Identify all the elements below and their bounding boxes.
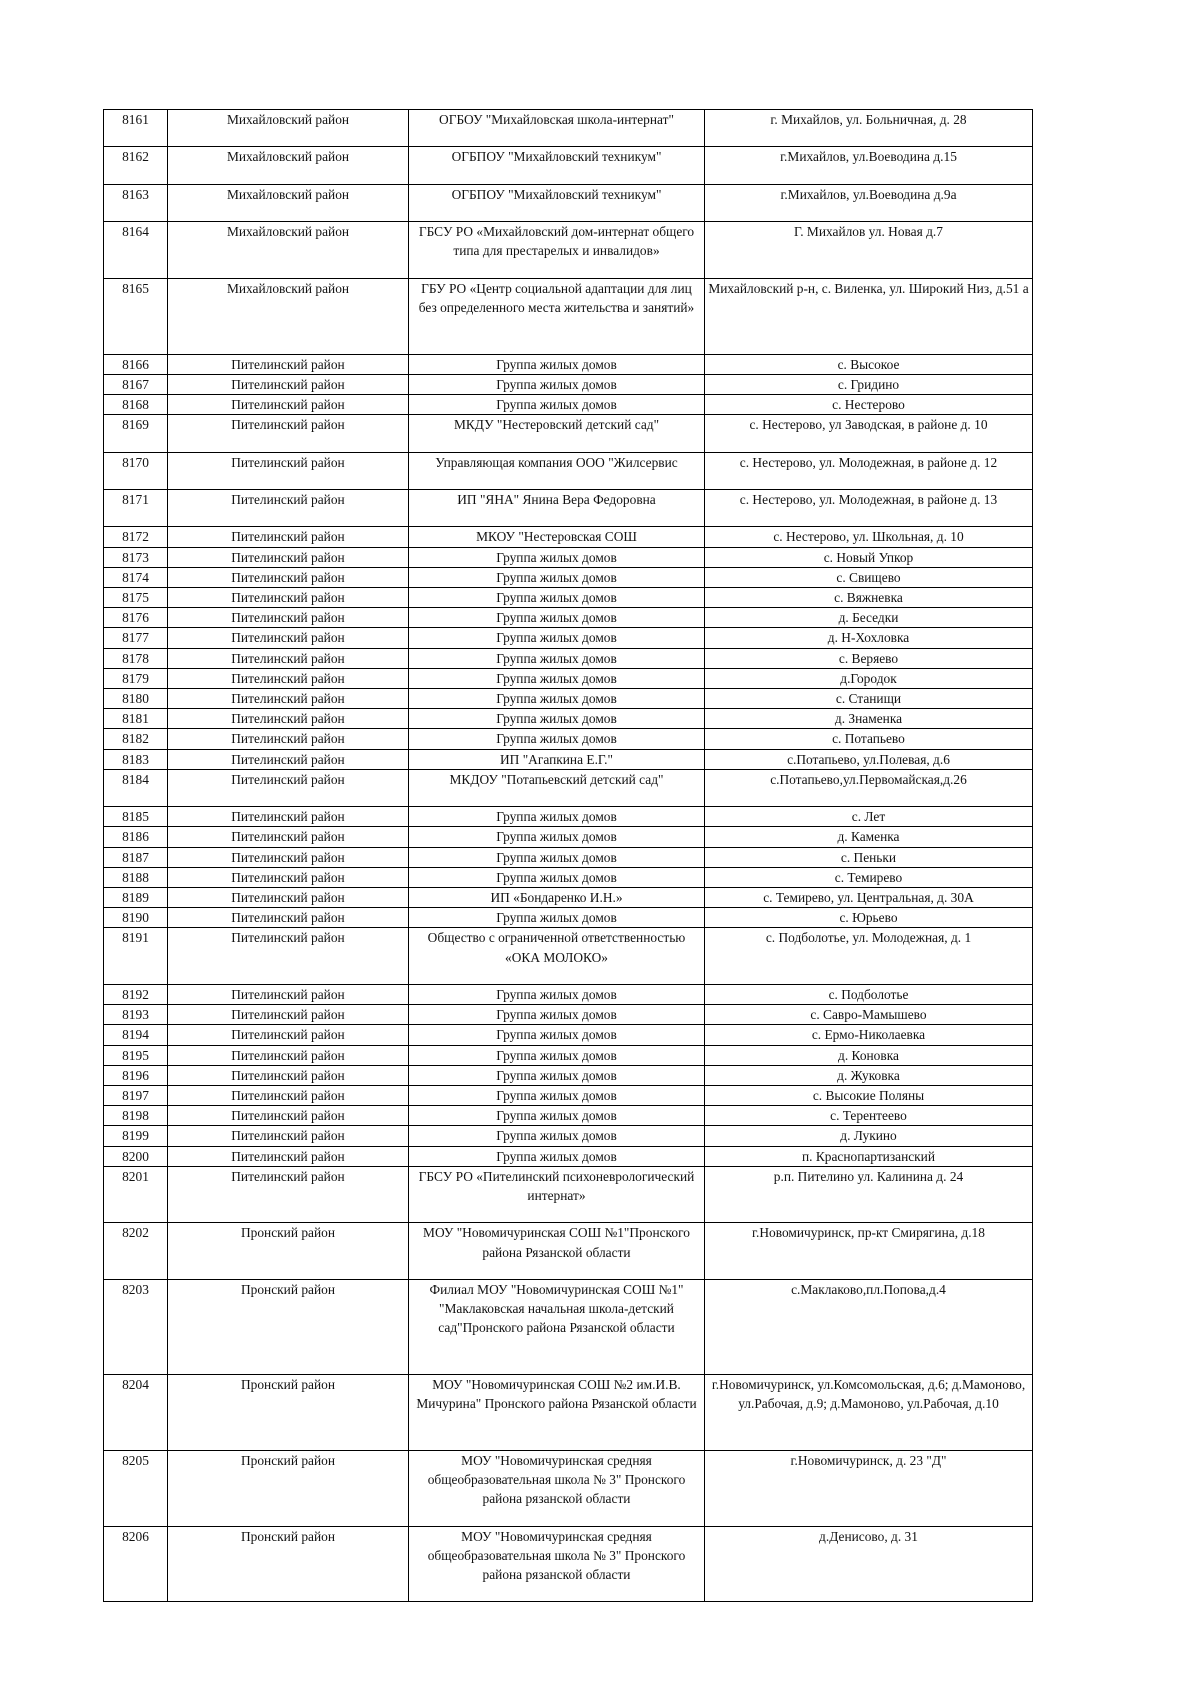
organization-cell: Группа жилых домов xyxy=(409,984,705,1004)
row-number-cell: 8195 xyxy=(104,1045,168,1065)
address-cell: с. Лет xyxy=(705,807,1033,827)
address-cell: д.Денисово, д. 31 xyxy=(705,1526,1033,1602)
row-number-cell: 8163 xyxy=(104,184,168,221)
row-number-cell: 8161 xyxy=(104,110,168,147)
organization-cell: Группа жилых домов xyxy=(409,1025,705,1045)
organization-cell: ОГБПОУ "Михайловский техникум" xyxy=(409,184,705,221)
organization-cell: Группа жилых домов xyxy=(409,1126,705,1146)
district-cell: Пителинский район xyxy=(168,847,409,867)
table-row xyxy=(104,374,1033,394)
address-cell: д. Коновка xyxy=(705,1045,1033,1065)
table-row xyxy=(104,668,1033,688)
table-row xyxy=(104,567,1033,587)
address-cell: с.Потапьево, ул.Полевая, д.6 xyxy=(705,749,1033,769)
row-number-cell: 8193 xyxy=(104,1005,168,1025)
row-number-cell: 8188 xyxy=(104,867,168,887)
row-number-cell: 8173 xyxy=(104,547,168,567)
organization-cell: Группа жилых домов xyxy=(409,1106,705,1126)
address-cell: с. Нестерово, ул. Молодежная, в районе д. 13 xyxy=(705,489,1033,526)
row-number-cell: 8205 xyxy=(104,1450,168,1526)
table-row xyxy=(104,628,1033,648)
row-number-cell: 8165 xyxy=(104,278,168,354)
table-row xyxy=(104,1086,1033,1106)
row-number-cell: 8169 xyxy=(104,415,168,452)
address-cell: г.Михайлов, ул.Воеводина д.9а xyxy=(705,184,1033,221)
district-cell: Михайловский район xyxy=(168,278,409,354)
district-cell: Пителинский район xyxy=(168,1146,409,1166)
address-cell: г.Михайлов, ул.Воеводина д.15 xyxy=(705,147,1033,184)
row-number-cell: 8191 xyxy=(104,928,168,985)
address-cell: с. Нестерово, ул. Школьная, д. 10 xyxy=(705,527,1033,547)
table-row xyxy=(104,1526,1033,1602)
address-cell: с.Маклаково,пл.Попова,д.4 xyxy=(705,1280,1033,1375)
table-row xyxy=(104,709,1033,729)
district-cell: Михайловский район xyxy=(168,110,409,147)
district-cell: Пителинский район xyxy=(168,608,409,628)
table-row xyxy=(104,608,1033,628)
row-number-cell: 8167 xyxy=(104,374,168,394)
district-cell: Пителинский район xyxy=(168,587,409,607)
district-cell: Пителинский район xyxy=(168,984,409,1004)
address-cell: с. Юрьево xyxy=(705,908,1033,928)
district-cell: Пителинский район xyxy=(168,729,409,749)
district-cell: Пителинский район xyxy=(168,1106,409,1126)
address-cell: г.Новомичуринск, ул.Комсомольская, д.6; д.Мамоново, ул.Рабочая, д.9; д.Мамоново, ул.Рабочая, д.10 xyxy=(705,1375,1033,1451)
address-cell: с. Нестерово, ул. Молодежная, в районе д. 12 xyxy=(705,452,1033,489)
address-cell: р.п. Пителино ул. Калинина д. 24 xyxy=(705,1166,1033,1223)
row-number-cell: 8190 xyxy=(104,908,168,928)
district-cell: Пителинский район xyxy=(168,374,409,394)
table-body xyxy=(104,110,1033,1602)
organization-cell: Группа жилых домов xyxy=(409,1065,705,1085)
table-row xyxy=(104,827,1033,847)
table-row xyxy=(104,1045,1033,1065)
table-row xyxy=(104,749,1033,769)
district-cell: Пителинский район xyxy=(168,394,409,414)
table-row xyxy=(104,147,1033,184)
district-cell: Пителинский район xyxy=(168,668,409,688)
district-cell: Пронский район xyxy=(168,1450,409,1526)
organization-cell: Группа жилых домов xyxy=(409,587,705,607)
table-row xyxy=(104,110,1033,147)
row-number-cell: 8204 xyxy=(104,1375,168,1451)
district-cell: Пителинский район xyxy=(168,1065,409,1085)
table-row xyxy=(104,489,1033,526)
organization-cell: Группа жилых домов xyxy=(409,354,705,374)
row-number-cell: 8196 xyxy=(104,1065,168,1085)
address-cell: г.Новомичуринск, пр-кт Смирягина, д.18 xyxy=(705,1223,1033,1280)
district-cell: Пителинский район xyxy=(168,547,409,567)
district-cell: Пителинский район xyxy=(168,1166,409,1223)
row-number-cell: 8177 xyxy=(104,628,168,648)
address-cell: Г. Михайлов ул. Новая д.7 xyxy=(705,222,1033,279)
address-cell: с. Гридино xyxy=(705,374,1033,394)
table-row xyxy=(104,1126,1033,1146)
address-cell: с. Подболотье, ул. Молодежная, д. 1 xyxy=(705,928,1033,985)
district-cell: Пителинский район xyxy=(168,709,409,729)
address-cell: д. Н-Хохловка xyxy=(705,628,1033,648)
table-row xyxy=(104,1450,1033,1526)
organization-cell: МОУ "Новомичуринская средняя общеобразовательная школа № 3" Пронского района рязанской области xyxy=(409,1526,705,1602)
address-cell: с. Темирево, ул. Центральная, д. 30А xyxy=(705,887,1033,907)
row-number-cell: 8206 xyxy=(104,1526,168,1602)
address-cell: п. Краснопартизанский xyxy=(705,1146,1033,1166)
table-row xyxy=(104,1005,1033,1025)
table-row xyxy=(104,729,1033,749)
organization-cell: МКДУ "Нестеровский детский сад" xyxy=(409,415,705,452)
row-number-cell: 8185 xyxy=(104,807,168,827)
organization-cell: Группа жилых домов xyxy=(409,1146,705,1166)
district-cell: Михайловский район xyxy=(168,184,409,221)
district-cell: Пителинский район xyxy=(168,452,409,489)
row-number-cell: 8166 xyxy=(104,354,168,374)
organization-cell: Группа жилых домов xyxy=(409,867,705,887)
district-cell: Пителинский район xyxy=(168,354,409,374)
address-cell: г. Михайлов, ул. Больничная, д. 28 xyxy=(705,110,1033,147)
row-number-cell: 8198 xyxy=(104,1106,168,1126)
row-number-cell: 8203 xyxy=(104,1280,168,1375)
address-cell: с. Вяжневка xyxy=(705,587,1033,607)
row-number-cell: 8168 xyxy=(104,394,168,414)
district-cell: Пителинский район xyxy=(168,415,409,452)
organization-cell: МОУ "Новомичуринская СОШ №2 им.И.В. Мичурина" Пронского района Рязанской области xyxy=(409,1375,705,1451)
organization-cell: Группа жилых домов xyxy=(409,1045,705,1065)
district-cell: Пителинский район xyxy=(168,688,409,708)
organization-cell: Группа жилых домов xyxy=(409,374,705,394)
district-cell: Пителинский район xyxy=(168,827,409,847)
district-cell: Пителинский район xyxy=(168,1126,409,1146)
row-number-cell: 8194 xyxy=(104,1025,168,1045)
organization-cell: Группа жилых домов xyxy=(409,628,705,648)
organization-cell: ИП "Агапкина Е.Г." xyxy=(409,749,705,769)
address-cell: с. Подболотье xyxy=(705,984,1033,1004)
table-row xyxy=(104,807,1033,827)
organization-cell: Группа жилых домов xyxy=(409,807,705,827)
row-number-cell: 8175 xyxy=(104,587,168,607)
address-cell: с. Темирево xyxy=(705,867,1033,887)
row-number-cell: 8192 xyxy=(104,984,168,1004)
address-cell: д. Жуковка xyxy=(705,1065,1033,1085)
organization-cell: Группа жилых домов xyxy=(409,648,705,668)
table-row xyxy=(104,928,1033,985)
organization-cell: Группа жилых домов xyxy=(409,908,705,928)
address-cell: с. Веряево xyxy=(705,648,1033,668)
organization-cell: Группа жилых домов xyxy=(409,547,705,567)
organization-cell: Группа жилых домов xyxy=(409,827,705,847)
row-number-cell: 8181 xyxy=(104,709,168,729)
address-cell: с. Станищи xyxy=(705,688,1033,708)
table-row xyxy=(104,847,1033,867)
district-cell: Пителинский район xyxy=(168,648,409,668)
row-number-cell: 8197 xyxy=(104,1086,168,1106)
address-cell: д.Городок xyxy=(705,668,1033,688)
district-cell: Пителинский район xyxy=(168,769,409,806)
organization-cell: МОУ "Новомичуринская СОШ №1"Пронского района Рязанской области xyxy=(409,1223,705,1280)
organization-cell: Группа жилых домов xyxy=(409,847,705,867)
organization-cell: Группа жилых домов xyxy=(409,1086,705,1106)
row-number-cell: 8189 xyxy=(104,887,168,907)
district-cell: Пителинский район xyxy=(168,867,409,887)
organization-cell: ИП «Бондаренко И.Н.» xyxy=(409,887,705,907)
organization-cell: ГБСУ РО «Михайловский дом-интернат общего типа для престарелых и инвалидов» xyxy=(409,222,705,279)
table-row xyxy=(104,1375,1033,1451)
address-cell: д. Знаменка xyxy=(705,709,1033,729)
district-cell: Пителинский район xyxy=(168,489,409,526)
district-cell: Пителинский район xyxy=(168,567,409,587)
table-row xyxy=(104,769,1033,806)
row-number-cell: 8183 xyxy=(104,749,168,769)
organization-cell: Группа жилых домов xyxy=(409,668,705,688)
row-number-cell: 8201 xyxy=(104,1166,168,1223)
district-cell: Пителинский район xyxy=(168,749,409,769)
organization-cell: Управляющая компания ООО "Жилсервис xyxy=(409,452,705,489)
organization-cell: ГБСУ РО «Пителинский психоневрологический интернат» xyxy=(409,1166,705,1223)
organization-cell: ОГБОУ "Михайловская школа-интернат" xyxy=(409,110,705,147)
district-cell: Пронский район xyxy=(168,1280,409,1375)
address-cell: с. Нестерово, ул Заводская, в районе д. 10 xyxy=(705,415,1033,452)
address-cell: с. Терентеево xyxy=(705,1106,1033,1126)
table-row xyxy=(104,184,1033,221)
table-row xyxy=(104,1280,1033,1375)
organization-cell: Группа жилых домов xyxy=(409,688,705,708)
organization-cell: Группа жилых домов xyxy=(409,608,705,628)
district-cell: Пителинский район xyxy=(168,807,409,827)
address-cell: д. Беседки xyxy=(705,608,1033,628)
row-number-cell: 8186 xyxy=(104,827,168,847)
row-number-cell: 8184 xyxy=(104,769,168,806)
organization-cell: МОУ "Новомичуринская средняя общеобразовательная школа № 3" Пронского района рязанской области xyxy=(409,1450,705,1526)
address-cell: с. Ермо-Николаевка xyxy=(705,1025,1033,1045)
district-cell: Пителинский район xyxy=(168,628,409,648)
table-row xyxy=(104,984,1033,1004)
organization-cell: Филиал МОУ "Новомичуринская СОШ №1" "Маклаковская начальная школа-детский сад"Пронского района Рязанской области xyxy=(409,1280,705,1375)
address-cell: Михайловский р-н, с. Виленка, ул. Широкий Низ, д.51 а xyxy=(705,278,1033,354)
district-cell: Пителинский район xyxy=(168,527,409,547)
address-cell: с. Новый Упкор xyxy=(705,547,1033,567)
table-row xyxy=(104,1223,1033,1280)
table-row xyxy=(104,415,1033,452)
address-cell: с. Высокие Поляны xyxy=(705,1086,1033,1106)
district-cell: Пителинский район xyxy=(168,887,409,907)
row-number-cell: 8174 xyxy=(104,567,168,587)
table-row xyxy=(104,1106,1033,1126)
district-cell: Пронский район xyxy=(168,1375,409,1451)
row-number-cell: 8172 xyxy=(104,527,168,547)
address-table xyxy=(103,109,1033,1602)
district-cell: Пителинский район xyxy=(168,908,409,928)
table-row xyxy=(104,1025,1033,1045)
row-number-cell: 8176 xyxy=(104,608,168,628)
address-cell: с. Нестерово xyxy=(705,394,1033,414)
row-number-cell: 8179 xyxy=(104,668,168,688)
organization-cell: Группа жилых домов xyxy=(409,709,705,729)
row-number-cell: 8202 xyxy=(104,1223,168,1280)
district-cell: Пителинский район xyxy=(168,1086,409,1106)
table-row xyxy=(104,1065,1033,1085)
organization-cell: МКДОУ "Потапьевский детский сад" xyxy=(409,769,705,806)
table-row xyxy=(104,887,1033,907)
district-cell: Пителинский район xyxy=(168,1045,409,1065)
table-row xyxy=(104,648,1033,668)
district-cell: Михайловский район xyxy=(168,147,409,184)
organization-cell: МКОУ "Нестеровская СОШ xyxy=(409,527,705,547)
address-cell: г.Новомичуринск, д. 23 "Д" xyxy=(705,1450,1033,1526)
address-cell: д. Каменка xyxy=(705,827,1033,847)
table-row xyxy=(104,908,1033,928)
address-cell: с. Высокое xyxy=(705,354,1033,374)
table-row xyxy=(104,394,1033,414)
row-number-cell: 8187 xyxy=(104,847,168,867)
organization-cell: Группа жилых домов xyxy=(409,567,705,587)
row-number-cell: 8180 xyxy=(104,688,168,708)
table-row xyxy=(104,1166,1033,1223)
district-cell: Пителинский район xyxy=(168,1005,409,1025)
row-number-cell: 8162 xyxy=(104,147,168,184)
table-row xyxy=(104,587,1033,607)
row-number-cell: 8171 xyxy=(104,489,168,526)
organization-cell: ИП "ЯНА" Янина Вера Федоровна xyxy=(409,489,705,526)
table-row xyxy=(104,867,1033,887)
table-row xyxy=(104,452,1033,489)
table-row xyxy=(104,222,1033,279)
table-row xyxy=(104,547,1033,567)
row-number-cell: 8182 xyxy=(104,729,168,749)
table-row xyxy=(104,278,1033,354)
address-cell: с. Потапьево xyxy=(705,729,1033,749)
district-cell: Пронский район xyxy=(168,1526,409,1602)
row-number-cell: 8170 xyxy=(104,452,168,489)
row-number-cell: 8178 xyxy=(104,648,168,668)
row-number-cell: 8199 xyxy=(104,1126,168,1146)
address-cell: с.Потапьево,ул.Первомайская,д.26 xyxy=(705,769,1033,806)
table-row xyxy=(104,354,1033,374)
address-cell: д. Лукино xyxy=(705,1126,1033,1146)
table-row xyxy=(104,1146,1033,1166)
district-cell: Пронский район xyxy=(168,1223,409,1280)
table-row xyxy=(104,688,1033,708)
organization-cell: Общество с ограниченной ответственностью «ОКА МОЛОКО» xyxy=(409,928,705,985)
organization-cell: ГБУ РО «Центр социальной адаптации для лиц без определенного места жительства и занятий» xyxy=(409,278,705,354)
address-cell: с. Свищево xyxy=(705,567,1033,587)
organization-cell: ОГБПОУ "Михайловский техникум" xyxy=(409,147,705,184)
row-number-cell: 8200 xyxy=(104,1146,168,1166)
address-cell: с. Пеньки xyxy=(705,847,1033,867)
district-cell: Пителинский район xyxy=(168,1025,409,1045)
row-number-cell: 8164 xyxy=(104,222,168,279)
address-cell: с. Савро-Мамышево xyxy=(705,1005,1033,1025)
organization-cell: Группа жилых домов xyxy=(409,394,705,414)
district-cell: Пителинский район xyxy=(168,928,409,985)
organization-cell: Группа жилых домов xyxy=(409,729,705,749)
district-cell: Михайловский район xyxy=(168,222,409,279)
organization-cell: Группа жилых домов xyxy=(409,1005,705,1025)
table-row xyxy=(104,527,1033,547)
